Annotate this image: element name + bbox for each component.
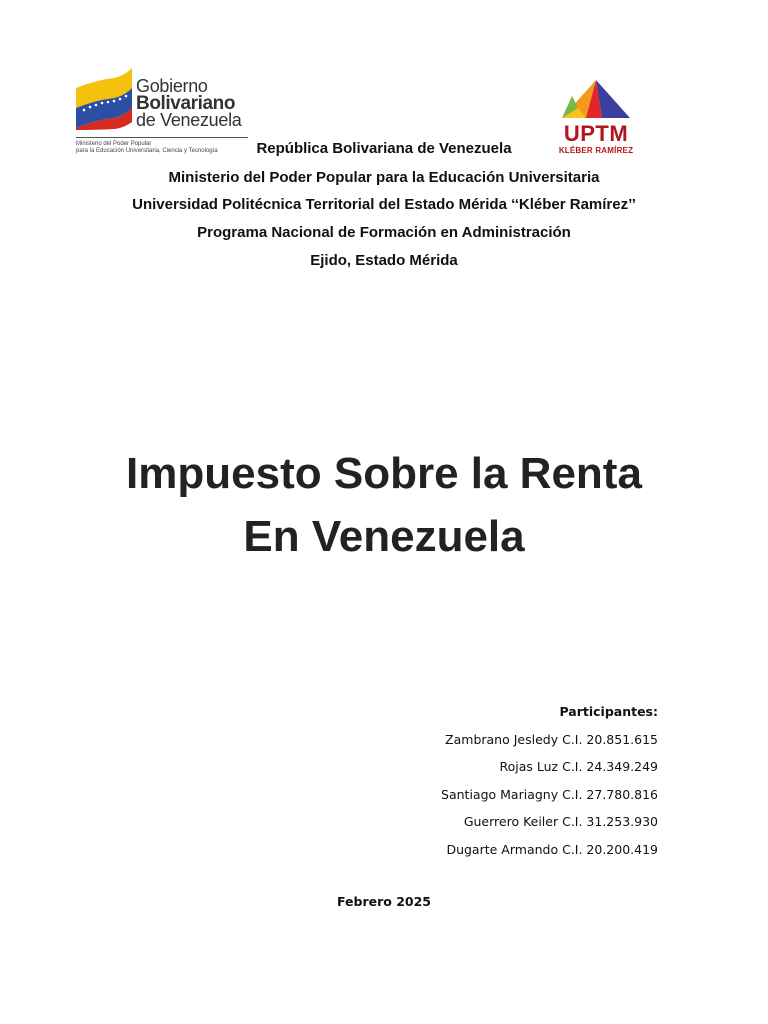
- uptm-logo-sub: KLÉBER RAMÍREZ: [558, 146, 634, 155]
- participant-name: Dugarte Armando C.I. 20.200.419: [446, 841, 658, 857]
- gov-logo-sub1: Ministerio del Poder Popular: [76, 141, 152, 147]
- document-date: Febrero 2025: [337, 894, 431, 909]
- participants-heading: Participantes:: [559, 704, 658, 719]
- gov-logo-sub2: para la Educación Universitaria, Ciencia y Tecnología: [76, 148, 218, 154]
- participant-name: Guerrero Keiler C.I. 31.253.930: [463, 814, 658, 829]
- gov-logo-line3: de Venezuela: [136, 110, 242, 130]
- participant-name: Rojas Luz C.I. 24.349.249: [499, 759, 658, 774]
- header-ministerio: Ministerio del Poder Popular para la Educación Universitaria: [168, 169, 600, 186]
- uptm-pyramid-icon: [558, 78, 634, 126]
- gov-logo-line1: Gobierno: [136, 76, 208, 96]
- gov-logo-text: [136, 78, 242, 129]
- document-title-line2: En Venezuela: [243, 512, 525, 561]
- participant-name: Zambrano Jesledy C.I. 20.851.615: [445, 731, 658, 747]
- participant-name: Santiago Mariagny C.I. 27.780.816: [441, 786, 658, 802]
- uptm-logo-word: UPTM: [563, 121, 629, 146]
- header-ubicacion: Ejido, Estado Mérida: [310, 252, 458, 269]
- header-republica: República Bolivariana de Venezuela: [256, 140, 512, 157]
- header-universidad: Universidad Politécnica Territorial del Estado Mérida ‘‘Kléber Ramírez’’: [132, 196, 636, 213]
- participants-block: [318, 703, 658, 868]
- gov-logo-line2: Bolivariano: [136, 93, 236, 114]
- venezuela-flag-icon: [74, 66, 134, 130]
- document-title-line1: Impuesto Sobre la Renta: [126, 449, 642, 498]
- gov-logo-divider: [76, 137, 248, 138]
- header-programa: Programa Nacional de Formación en Administración: [197, 224, 571, 241]
